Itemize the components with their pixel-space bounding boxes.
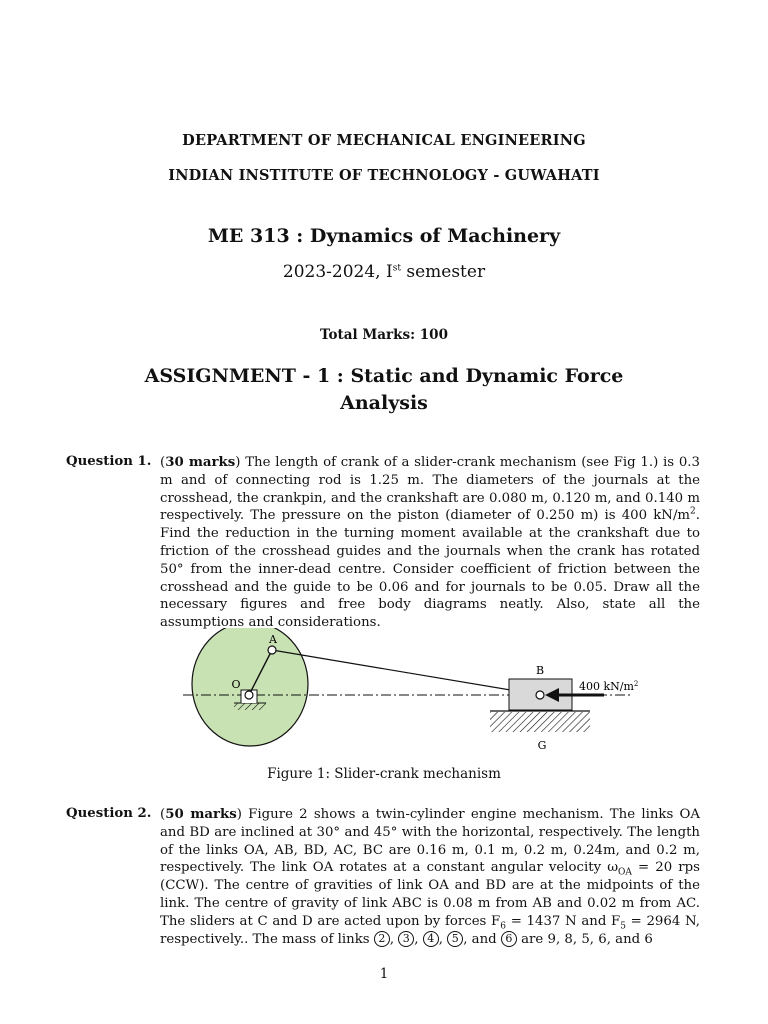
question-2-text-e: are 9, 8, 5, 6, and 6: [516, 931, 653, 947]
sep-1: ,: [389, 931, 399, 947]
sep-2: ,: [414, 931, 423, 947]
figure-1-caption: Figure 1: Slider-crank mechanism: [267, 766, 501, 782]
question-2-marks: 50 marks: [165, 807, 237, 822]
question-1-marks: 30 marks: [165, 455, 236, 470]
link-2-circled: 2: [374, 931, 390, 947]
crankshaft-ground: [234, 703, 266, 710]
link-6-circled: 6: [501, 931, 517, 947]
question-1-text-b: . Find the reduction in the turning moment available at the crankshaft due to friction of the crosshead guides and the journals when the crank has rotated 50° from the inner-dead centre. Consider coefficient of friction between the crosshead and the guide to be 0.06 and for journals to be 0.05. Draw all the necessary figures and free body diagrams neatly. Also, state all the assumptions and considerations.: [160, 508, 700, 631]
year-text: 2023-2024, I: [282, 262, 393, 282]
pressure-label-text: 400 kN/m: [579, 680, 634, 693]
connecting-rod: [272, 650, 540, 695]
year-superscript: st: [392, 263, 401, 274]
page-number: 1: [379, 966, 389, 982]
question-1-sup: 2: [690, 506, 696, 517]
label-A: A: [269, 633, 277, 646]
link-4-circled: 4: [423, 931, 439, 947]
joint-B: [536, 691, 544, 699]
question-2-text-b: = 20 rps (CCW). The centre of gravities of link OA and BD are at the midpoints of the link. The centre of gravity of link ABC is 0.08 m from AB and 0.02 m from AC. The sliders at C and D are acted upon by forces F: [160, 860, 700, 929]
omega-subscript: OA: [618, 868, 632, 879]
pressure-label-sup: 2: [633, 680, 639, 688]
assignment-title-line2: Analysis: [340, 392, 428, 414]
question-2-text-a: Figure 2 shows a twin-cylinder engine mechanism. The links OA and BD are inclined at 30° and 45° with the horizontal, respectively. The length of the links OA, AB, BD, AC, BC are 0.16 m, 0.1 m, 0.2 m, 0.24m, and 0.2 m, respectively. The link OA rotates at a constant angular velocity ω: [160, 807, 701, 876]
question-2-text-c: = 1437 N and F: [506, 913, 621, 929]
course-title: ME 313 : Dynamics of Machinery: [207, 225, 561, 247]
question-2-label: Question 2.: [66, 806, 152, 821]
question-1-label: Question 1.: [66, 454, 152, 469]
pressure-label: [579, 680, 638, 693]
semester-line: [0, 262, 768, 282]
label-G: G: [537, 739, 547, 752]
question-2-text: (50 marks) Figure 2 shows a twin-cylinder engine mechanism. The links OA and BD are inclined at 30° and 45° with the horizontal, respectively. The length of the links OA, AB, BD, AC, BC are 0.16 m, 0.1 m, 0.2 m, 0.24m, and 0.2 m, respectively. The link OA rotates at a constant angular velocity $\omega_{OA} = 20$ rps (CCW). The centre of gravities of link OA and BD are at the midpoints of the link. The centre of gravity of link ABC is 0.08 m from AB and 0.02 m from AC. The sliders at C and D are acted upon by forces $F_6 = 1437$ N and $F_5 = 2964$ N, respectively.. The mass of links 2 , 3 , 4 , 5 , and 6 are 9, 8, 5, 6, and 6: [160, 807, 701, 947]
crank-disc: [192, 628, 308, 746]
institute-name: INDIAN INSTITUTE OF TECHNOLOGY - GUWAHATI: [168, 167, 600, 184]
f6-subscript: 6: [500, 921, 507, 932]
link-3-circled: 3: [398, 931, 414, 947]
label-B: B: [535, 664, 545, 677]
question-2-text-d: = 2964 N, respectively.. The mass of links: [160, 913, 700, 947]
f5-subscript: 5: [620, 921, 626, 932]
label-O: O: [231, 678, 241, 691]
question-1-text-a: The length of crank of a slider-crank mechanism (see Fig 1.) is 0.3 m and of connecting rod is 1.25 m. The diameters of the journals at the crosshead, the crankpin, and the crankshaft are 0.080 m, 0.120 m, and 0.140 m respectively. The pressure on the piston (diameter of 0.250 m) is 400 kN/m: [160, 455, 700, 524]
sep-4: , and: [463, 931, 501, 947]
slider-crank-figure: [180, 628, 650, 758]
joint-A: [268, 646, 276, 654]
sep-3: ,: [438, 931, 448, 947]
assignment-title: [0, 363, 768, 417]
assignment-title-line1: ASSIGNMENT - 1 : Static and Dynamic Force: [144, 365, 624, 387]
question-1-text: (30 marks) The length of crank of a slider-crank mechanism (see Fig 1.) is 0.3 m and of connecting rod is 1.25 m. The diameters of the journals at the crosshead, the crankpin, and the crankshaft are 0.080 m, 0.120 m, and 0.140 m respectively. The pressure on the piston (diameter of 0.250 m) is 400 $kN/m^2$. Find the reduction in the turning moment available at the crankshaft due to friction of the crosshead guides and the journals when the crank has rotated 50° from the inner-dead centre. Consider coefficient of friction between the crosshead and the guide to be 0.06 and for journals to be 0.05. Draw all the necessary figures and free body diagrams neatly. Also, state all the assumptions and considerations.: [160, 455, 700, 631]
guide-ground: [490, 712, 590, 732]
department-name: DEPARTMENT OF MECHANICAL ENGINEERING: [182, 132, 586, 149]
link-5-circled: 5: [447, 931, 463, 947]
total-marks: Total Marks: 100: [320, 327, 448, 343]
semester-word: semester: [400, 262, 486, 282]
joint-O: [245, 691, 253, 699]
